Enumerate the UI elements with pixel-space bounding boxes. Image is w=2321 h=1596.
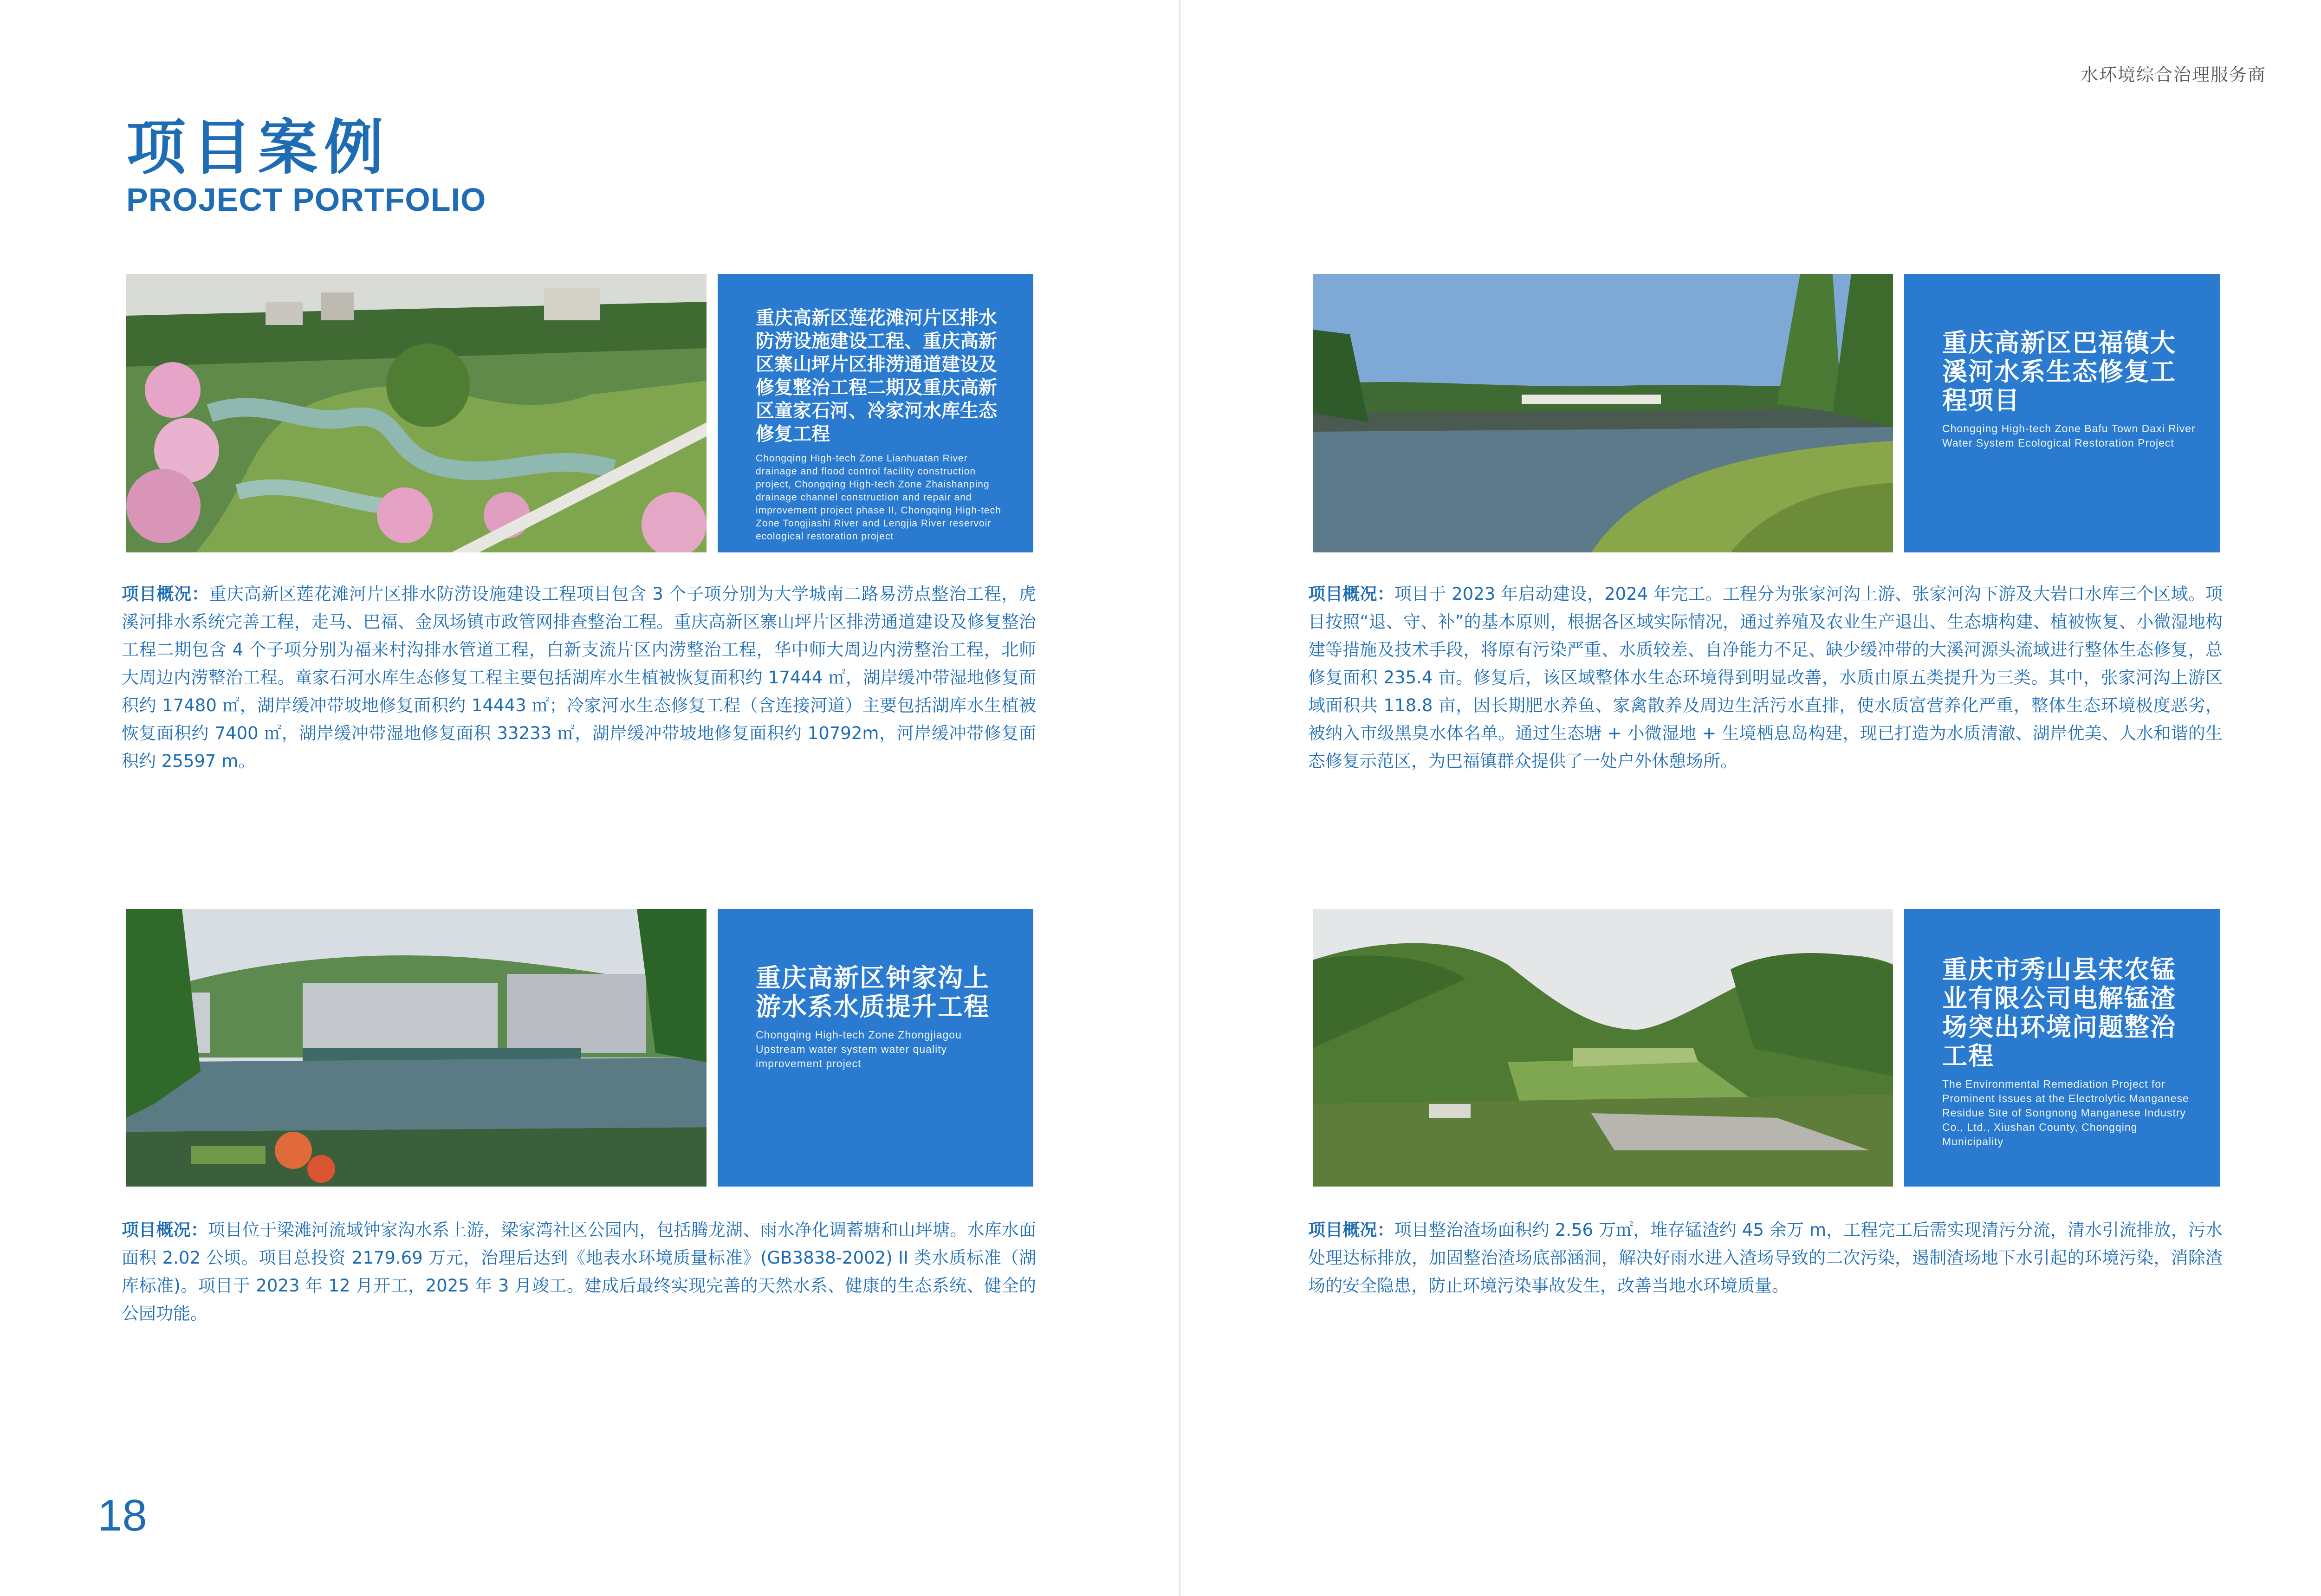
description-label: 项目概况： <box>1308 584 1394 604</box>
project-title-cn: 重庆市秀山县宋农锰业有限公司电解锰渣场突出环境问题整治工程 <box>1942 955 2176 1070</box>
project-title-en: Chongqing High-tech Zone Lianhuatan River drainage and flood control facility construction project, Chongqing High-tech Zone Zhaishanping drainage channel construction and repair and improvement project phase II, Chongqing High-tech Zone Tongjiashi River and Lengjia River reservoir ecological restoration project <box>756 453 1001 542</box>
project-photo-zhongjiagou <box>126 909 707 1187</box>
description-text: 项目位于梁滩河流域钟家沟水系上游，梁家湾社区公园内，包括腾龙湖、雨水净化调蓄塘和山坪塘。水库水面面积 2.02 公顷。项目总投资 2179.69 万元，治理后达到《地表水环境质量标准》(GB3838-2002) II 类水质标准（湖库标准)。项目于 2023 年 12 月开工，2025 年 3 月竣工。建成后最终实现完善的天然水系、健康的生态系统、健全的公园功能。 <box>122 1220 1037 1324</box>
project-photo-xiushan-slag-site <box>1313 909 1893 1187</box>
project-title-box <box>718 909 1033 1187</box>
project-photo-daxi-river <box>1313 274 1893 552</box>
project-title-en: Chongqing High-tech Zone Zhongjiagou Upstream water system water quality improvement project <box>756 1029 962 1070</box>
page-subtitle: PROJECT PORTFOLIO <box>126 182 486 218</box>
project-description <box>122 580 1036 775</box>
project-photo-lianhuatan <box>126 274 707 552</box>
description-text: 项目于 2023 年启动建设，2024 年完工。工程分为张家河沟上游、张家河沟下游及大岩口水库三个区域。项目按照“退、守、补”的基本原则，根据各区域实际情况，通过养殖及农业生产退出、生态塘构建、植被恢复、小微湿地构建等措施及技术手段，将原有污染严重、水质较差、自净能力不足、缺少缓冲带的大溪河源头流域进行整体生态修复，总修复面积 235.4 亩。修复后，该区域整体水生态环境得到明显改善，水质由原五类提升为三类。其中，张家河沟上游区域面积共 118.8 亩，因长期肥水养鱼、家禽散养及周边生活污水直排，使水质富营养化严重，整体生态环境极度恶劣，被纳入市级黑臭水体名单。通过生态塘 + 小微湿地 + 生境栖息岛构建，现已打造为水质清澈、湖岸优美、人水和谐的生态修复示范区，为巴福镇群众提供了一处户外休憩场所。 <box>1308 584 2223 771</box>
project-description <box>122 1216 1036 1328</box>
project-description <box>1308 580 2223 775</box>
page-number: 18 <box>97 1491 147 1540</box>
description-text: 项目整治渣场面积约 2.56 万㎡，堆存锰渣约 45 余万 m，工程完工后需实现清污分流，清水引流排放，污水处理达标排放，加固整治渣场底部涵洞，解决好雨水进入渣场导致的二次污染，遏制渣场地下水引起的环境污染，消除渣场的安全隐患，防止环境污染事故发生，改善当地水环境质量。 <box>1308 1220 2223 1296</box>
project-title-cn: 重庆高新区巴福镇大溪河水系生态修复工程项目 <box>1942 328 2176 415</box>
project-title-cn: 重庆高新区钟家沟上游水系水质提升工程 <box>756 963 990 1021</box>
page-spine <box>1179 0 1180 1596</box>
project-title-en: Chongqing High-tech Zone Bafu Town Daxi River Water System Ecological Restoration Project <box>1942 422 2196 449</box>
project-title-box <box>1904 274 2220 552</box>
description-text: 重庆高新区莲花滩河片区排水防涝设施建设工程项目包含 3 个子项分别为大学城南二路易涝点整治工程，虎溪河排水系统完善工程，走马、巴福、金凤场镇市政管网排查整治工程。重庆高新区寨山坪片区排涝通道建设及修复整治工程二期包含 4 个子项分别为福来村沟排水管道工程，白新支流片区内涝整治工程，华中师大周边内涝整治工程，北师大周边内涝整治工程。童家石河水库生态修复工程主要包括湖库水生植被恢复面积约 17444 ㎡，湖岸缓冲带湿地修复面积约 17480 ㎡，湖岸缓冲带坡地修复面积约 14443 ㎡；冷家河水生态修复工程（含连接河道）主要包括湖库水生植被恢复面积约 7400 ㎡，湖岸缓冲带湿地修复面积 33233 ㎡，湖岸缓冲带坡地修复面积约 10792m，河岸缓冲带修复面积约 25597 m。 <box>122 584 1037 771</box>
project-title-box <box>1904 909 2220 1187</box>
project-title-box <box>718 274 1033 552</box>
page-title: 项目案例 <box>126 113 390 182</box>
description-label: 项目概况： <box>122 1220 208 1240</box>
project-description <box>1308 1216 2223 1300</box>
project-title-en: The Environmental Remediation Project for Prominent Issues at the Electrolytic Manganese Residue Site of Songnong Manganese Industry Co., Ltd., Xiushan County, Chongqing Municipality <box>1942 1078 2189 1148</box>
description-label: 项目概况： <box>122 584 209 604</box>
header-tagline: 水环境综合治理服务商 <box>2080 65 2266 85</box>
project-title-cn: 重庆高新区莲花滩河片区排水防涝设施建设工程、重庆高新区寨山坪片区排涝通道建设及修复整治工程二期及重庆高新区童家石河、冷家河水库生态修复工程 <box>756 307 997 445</box>
description-label: 项目概况： <box>1308 1220 1394 1240</box>
